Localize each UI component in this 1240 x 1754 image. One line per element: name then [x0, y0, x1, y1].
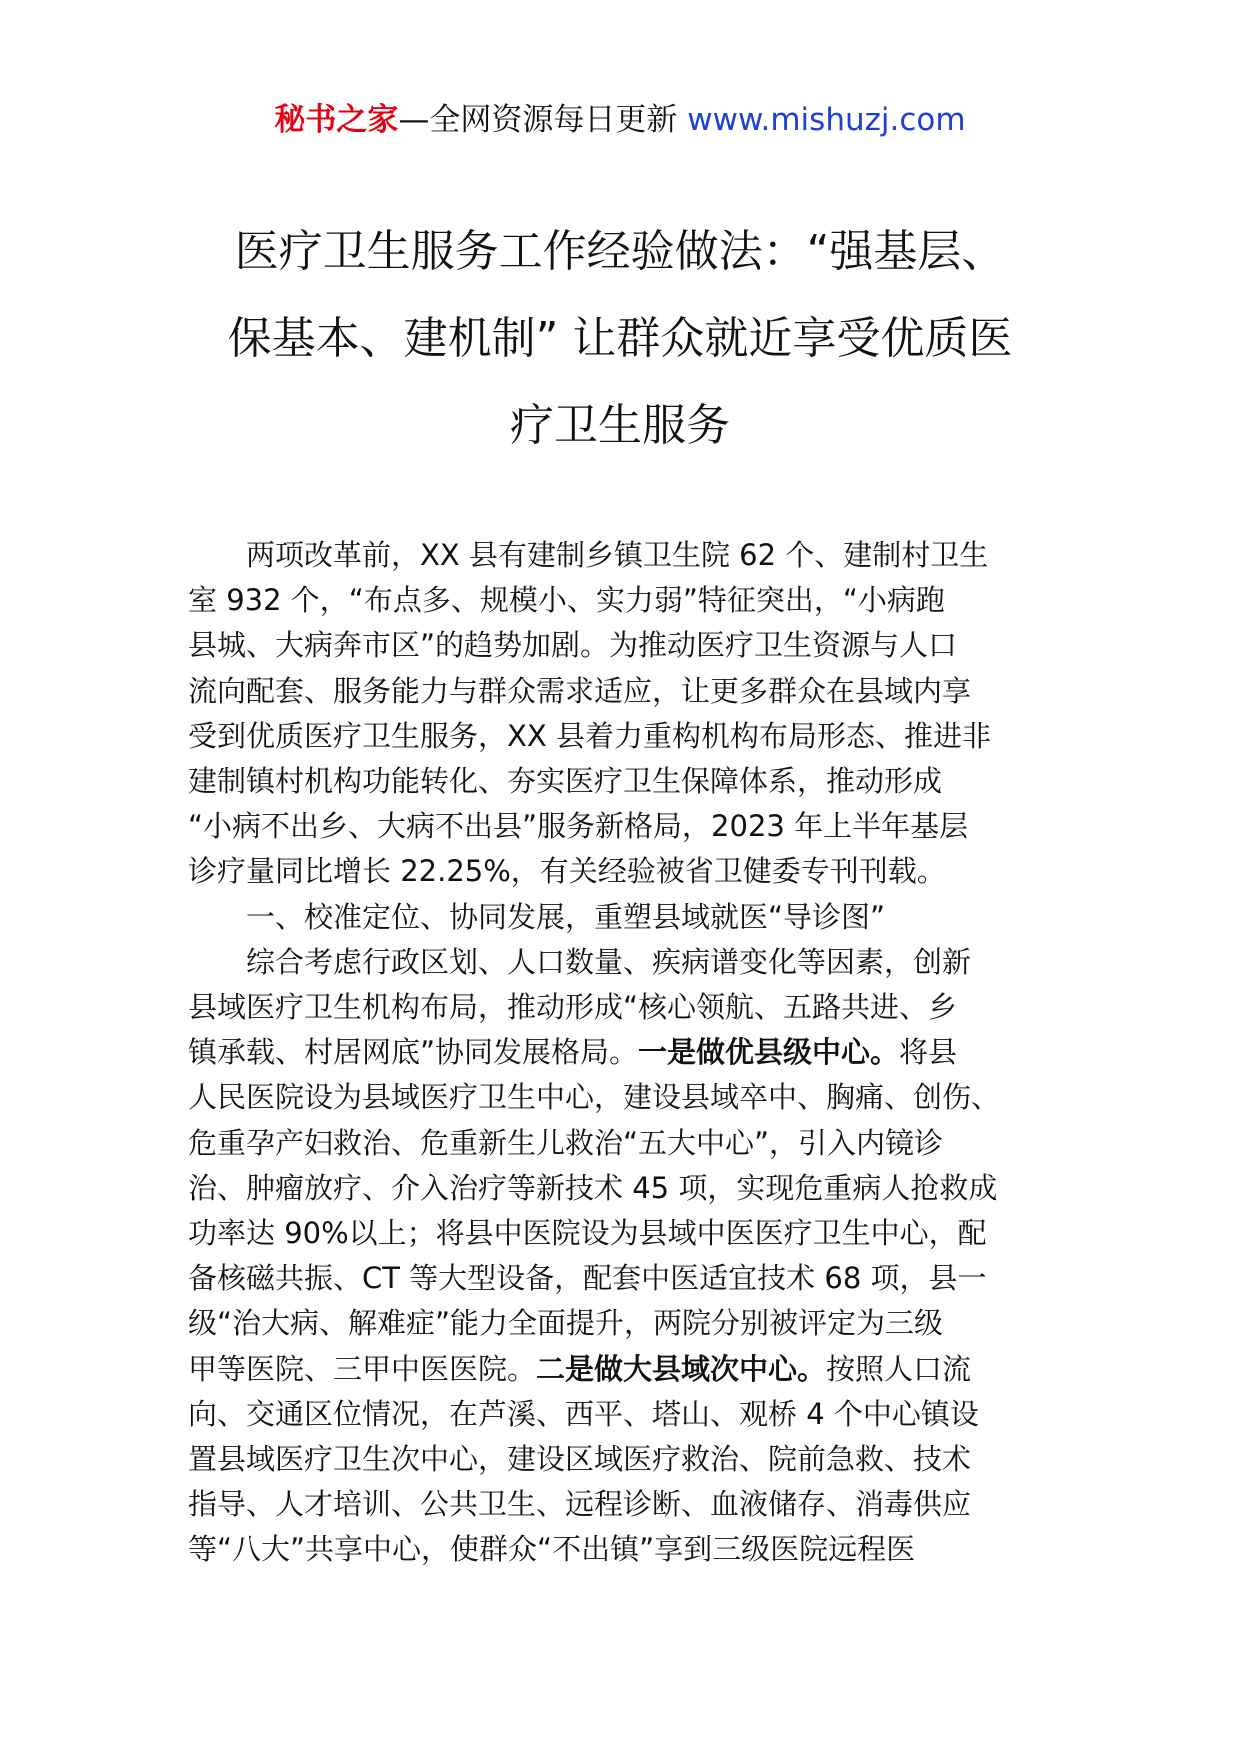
- body-line: 流向配套、服务能力与群众需求适应，让更多群众在县域内享: [188, 673, 972, 708]
- body-line: 功率达 90%以上；将县中医院设为县域中医医疗卫生中心，配: [188, 1216, 987, 1251]
- body-line: 向、交通区位情况，在芦溪、西平、塔山、观桥 4 个中心镇设: [188, 1396, 979, 1431]
- body-line: 受到优质医疗卫生服务，XX 县着力重构机构布局形态、推进非: [188, 718, 991, 753]
- title-line: 保基本、建机制” 让群众就近享受优质医: [227, 313, 1013, 364]
- body-line: “小病不出乡、大病不出县”服务新格局，2023 年上半年基层: [188, 809, 969, 844]
- body-line: 两项改革前，XX 县有建制乡镇卫生院 62 个、建制村卫生: [246, 538, 989, 572]
- document-body: [188, 533, 1068, 1573]
- body-line: 人民医院设为县域医疗卫生中心，建设县域卒中、胸痛、创伤、: [188, 1080, 1001, 1115]
- bold-subheading: 一是做优县级中心。: [638, 1035, 900, 1070]
- site-url-link[interactable]: www.mishuzj.com: [687, 102, 966, 138]
- site-header: [0, 100, 1240, 140]
- title-line: 疗卫生服务: [510, 400, 730, 451]
- body-line: 指导、人才培训、公共卫生、远程诊断、血液储存、消毒供应: [188, 1487, 972, 1522]
- section-heading: 一、校准定位、协同发展，重塑县域就医“导诊图”: [246, 899, 886, 934]
- body-line: 县域医疗卫生机构布局，推动形成“核心领航、五路共进、乡: [188, 990, 958, 1025]
- body-line: 治、肿瘤放疗、介入治疗等新技术 45 项，实现危重病人抢救成: [188, 1170, 998, 1205]
- body-text: 镇承载、村居网底”协同发展格局。: [188, 1035, 639, 1070]
- body-line: 危重孕产妇救治、危重新生儿救治“五大中心”，引入内镜诊: [188, 1125, 944, 1160]
- body-line: 置县域医疗卫生次中心，建设区域医疗救治、院前急救、技术: [188, 1442, 972, 1477]
- body-line: [188, 1347, 1068, 1392]
- bold-subheading: 二是做大县域次中心。: [536, 1351, 827, 1386]
- body-line: 等“八大”共享中心，使群众“不出镇”享到三级医院远程医: [188, 1532, 916, 1567]
- body-line: 县城、大病奔市区”的趋势加剧。为推动医疗卫生资源与人口: [188, 628, 958, 663]
- body-line: 室 932 个，“布点多、规模小、实力弱”特征突出，“小病跑: [188, 583, 945, 618]
- title-line: 医疗卫生服务工作经验做法：“强基层、: [234, 226, 1006, 277]
- body-line: 诊疗量同比增长 22.25%，有关经验被省卫健委专刊刊载。: [188, 854, 946, 889]
- body-line: [188, 1030, 1068, 1075]
- body-line: 级“治大病、解难症”能力全面提升，两院分别被评定为三级: [188, 1306, 944, 1341]
- body-line: 备核磁共振、CT 等大型设备，配套中医适宜技术 68 项，县一: [188, 1261, 987, 1296]
- body-text: 按照人口流: [826, 1351, 972, 1386]
- body-line: 综合考虑行政区划、人口数量、疾病谱变化等因素，创新: [246, 944, 972, 979]
- document-title: [150, 208, 1090, 469]
- body-line: 建制镇村机构功能转化、夯实医疗卫生保障体系，推动形成: [188, 764, 943, 799]
- site-name: 秘书之家: [274, 102, 399, 138]
- body-text: 将县: [899, 1035, 958, 1070]
- site-tagline: —全网资源每日更新: [398, 102, 678, 138]
- body-text: 甲等医院、三甲中医医院。: [188, 1351, 537, 1386]
